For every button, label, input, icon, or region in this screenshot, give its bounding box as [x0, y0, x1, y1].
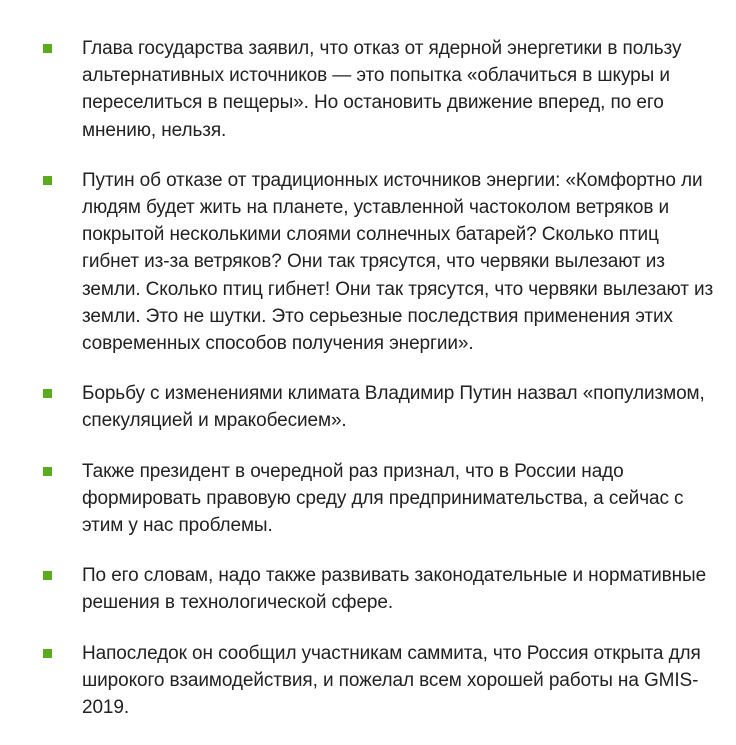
bullet-list	[0, 35, 736, 721]
list-item-text: Напоследок он сообщил участникам саммита, что Россия открыта для широкого взаимодействия, и пожелал всем хорошей работы на GMIS-2019.	[82, 642, 701, 719]
list-item-text: Борьбу с изменениями климата Владимир Путин назвал «популизмом, спекуляцией и мракобесием».	[82, 383, 705, 432]
list-item	[0, 167, 736, 357]
list-item	[0, 380, 736, 434]
list-item-text: Путин об отказе от традиционных источников энергии: «Комфортно ли людям будет жить на планете, уставленной частоколом ветряков и покрытой несколькими слоями солнечных батарей? Сколько птиц гибнет из-за ветряков? Они так трясутся, что червяки вылезают из земли. Сколько птиц гибнет! Они так трясутся, что червяки вылезают из земли. Это не шутки. Это серьезные последствия применения этих современных способов получения энергии».	[82, 169, 714, 355]
list-item-text: Глава государства заявил, что отказ от ядерной энергетики в пользу альтернативных источников — это попытка «облачиться в шкуры и переселиться в пещеры». Но остановить движение вперед, по его мнению, нельзя.	[82, 38, 682, 141]
list-item	[0, 640, 736, 722]
list-item	[0, 35, 736, 144]
bullet-square-icon	[43, 389, 52, 398]
bullet-square-icon	[43, 571, 52, 580]
list-item	[0, 562, 736, 616]
bullet-square-icon	[43, 467, 52, 476]
list-item-text: Также президент в очередной раз признал, что в России надо формировать правовую среду для предпринимательства, а сейчас с этим у нас проблемы.	[82, 460, 684, 537]
list-item	[0, 458, 736, 540]
list-item-text: По его словам, надо также развивать законодательные и нормативные решения в технологической сфере.	[82, 565, 707, 614]
bullet-square-icon	[43, 44, 52, 53]
bullet-square-icon	[43, 649, 52, 658]
bullet-square-icon	[43, 176, 52, 185]
